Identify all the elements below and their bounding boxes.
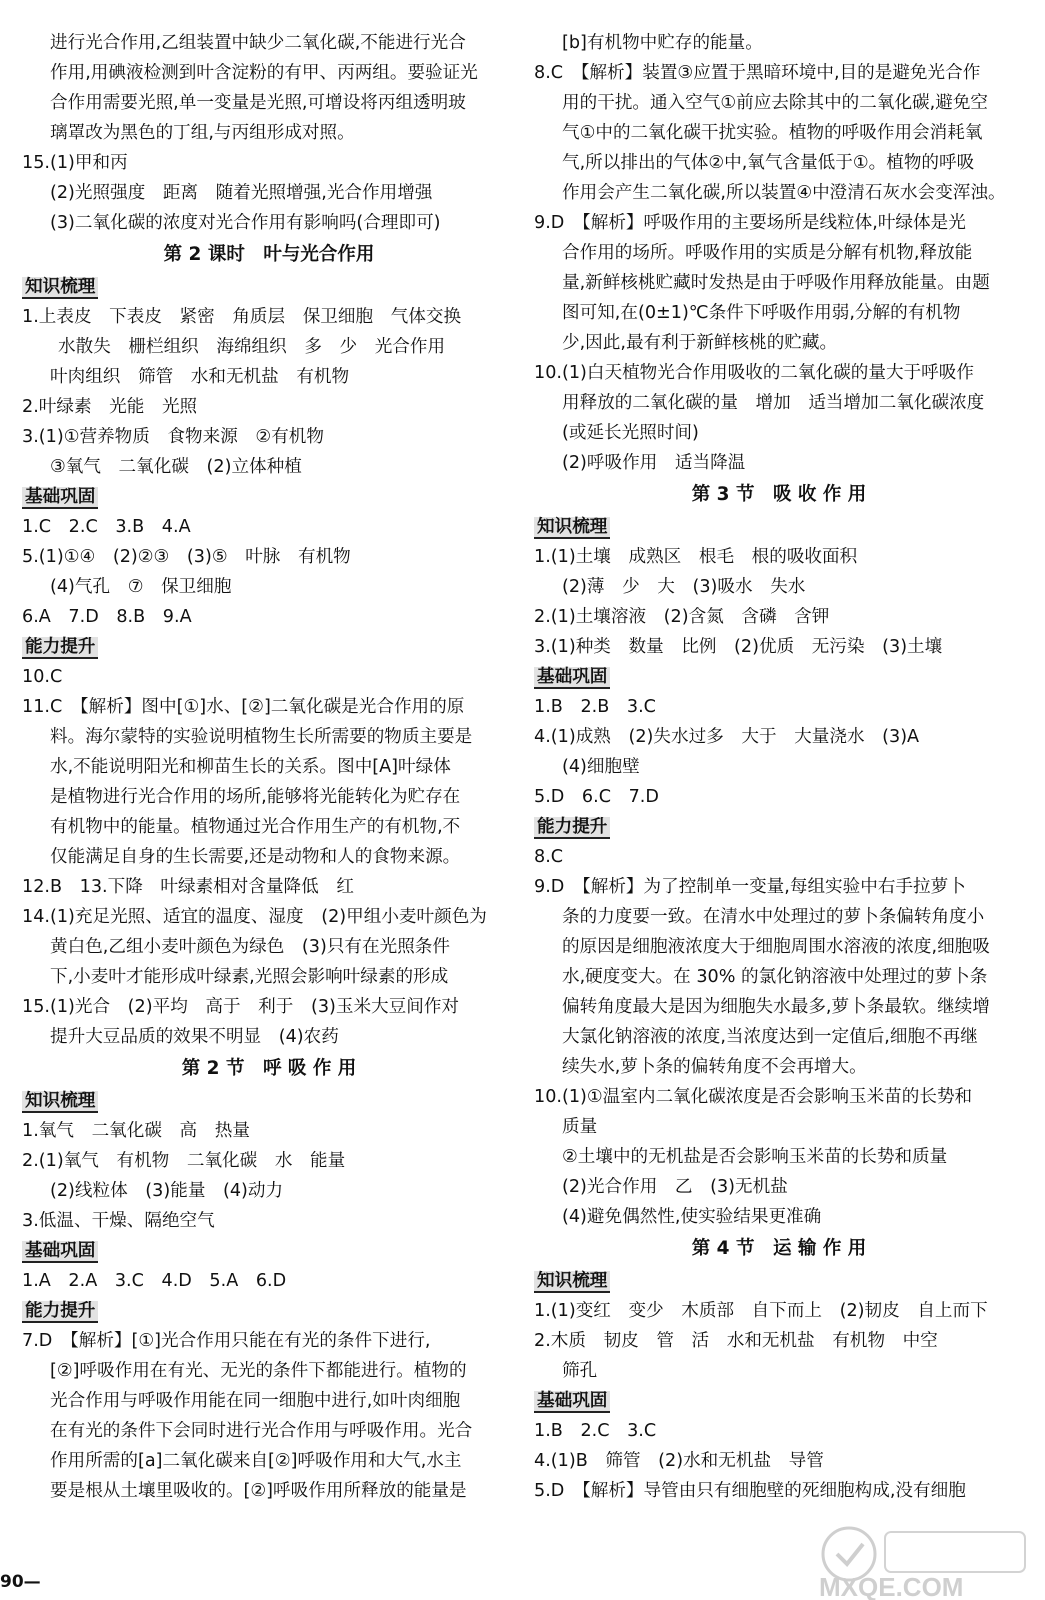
answer-line: 偏转角度最大是因为细胞失水最多,萝卜条最软。继续增 <box>562 997 990 1017</box>
answer-line: 黄白色,乙组小麦叶颜色为绿色 (3)只有在光照条件 <box>50 937 450 957</box>
answer-line: 1.上表皮 下表皮 紧密 角质层 保卫细胞 气体交换 <box>22 307 462 327</box>
subsection-heading-label: 知识梳理 <box>22 1091 98 1113</box>
subsection-heading-label: 基础巩固 <box>534 667 610 689</box>
answer-line: 在有光的条件下会同时进行光合作用与呼吸作用。光合 <box>50 1421 473 1441</box>
subsection-heading-label: 知识梳理 <box>534 517 610 539</box>
answer-line: 少,因此,最有利于新鲜核桃的贮藏。 <box>562 333 838 353</box>
answer-line: 9.D 【解析】为了控制单一变量,每组实验中右手拉萝卜 <box>534 877 966 897</box>
answer-line: ②土壤中的无机盐是否会影响玉米苗的长势和质量 <box>562 1147 948 1167</box>
subsection-heading-label: 基础巩固 <box>22 487 98 509</box>
subsection-heading <box>534 662 1024 692</box>
subsection-heading <box>22 272 516 302</box>
answer-line: 2.叶绿素 光能 光照 <box>22 397 198 417</box>
answer-line: 合作用的场所。呼吸作用的实质是分解有机物,释放能 <box>562 243 973 263</box>
answer-line: 下,小麦叶才能形成叶绿素,光照会影响叶绿素的形成 <box>50 967 449 987</box>
answer-line: 4.(1)成熟 (2)失水过多 大于 大量浇水 (3)A <box>534 727 920 747</box>
section-title: 第 4 节 运 输 作 用 <box>691 1238 867 1259</box>
answer-line: 提升大豆品质的效果不明显 (4)农药 <box>50 1027 339 1047</box>
answer-line: 作用会产生二氧化碳,所以装置④中澄清石灰水会变浑浊。 <box>562 183 1006 203</box>
answer-line: 叶肉组织 筛管 水和无机盐 有机物 <box>50 367 350 387</box>
subsection-heading-label: 基础巩固 <box>22 1241 98 1263</box>
answer-line: 5.(1)①④ (2)②③ (3)⑤ 叶脉 有机物 <box>22 547 351 567</box>
answer-line: 5.D 【解析】导管由只有细胞壁的死细胞构成,没有细胞 <box>534 1481 966 1501</box>
answer-line: 7.D 【解析】[①]光合作用只能在有光的条件下进行, <box>22 1331 431 1351</box>
subsection-heading <box>534 512 1024 542</box>
subsection-heading-label: 知识梳理 <box>534 1271 610 1293</box>
answer-line: (4)细胞壁 <box>562 757 640 777</box>
answer-line: 进行光合作用,乙组装置中缺少二氧化碳,不能进行光合 <box>50 33 466 53</box>
right-column <box>534 28 1024 1506</box>
answer-line: 水,不能说明阳光和柳苗生长的关系。图中[A]叶绿体 <box>50 757 451 777</box>
section-title: 第 2 课时 叶与光合作用 <box>163 244 375 265</box>
answer-line: 续失水,萝卜条的偏转角度不会再增大。 <box>562 1057 867 1077</box>
answer-line: 1.氧气 二氧化碳 高 热量 <box>22 1121 250 1141</box>
answer-line: (3)二氧化碳的浓度对光合作用有影响吗(合理即可) <box>50 213 441 233</box>
subsection-heading <box>534 1386 1024 1416</box>
answer-line: 9.D 【解析】呼吸作用的主要场所是线粒体,叶绿体是光 <box>534 213 966 233</box>
watermark-logo <box>809 1520 1039 1600</box>
subsection-heading <box>534 1266 1024 1296</box>
answer-line: 10.(1)白天植物光合作用吸收的二氧化碳的量大于呼吸作 <box>534 363 974 383</box>
answer-line: 用释放的二氧化碳的量 增加 适当增加二氧化碳浓度 <box>562 393 985 413</box>
answer-line: (2)光照强度 距离 随着光照增强,光合作用增强 <box>50 183 433 203</box>
answer-line: 作用,用碘液检测到叶含淀粉的有甲、丙两组。要验证光 <box>50 63 478 83</box>
answer-line: 作用所需的[a]二氧化碳来自[②]呼吸作用和大气,水主 <box>50 1451 462 1471</box>
answer-line: 光合作用与呼吸作用能在同一细胞中进行,如叶肉细胞 <box>50 1391 461 1411</box>
answer-line: 15.(1)光合 (2)平均 高于 利于 (3)玉米大豆间作对 <box>22 997 460 1017</box>
answer-line: 气,所以排出的气体②中,氧气含量低于①。植物的呼吸 <box>562 153 975 173</box>
subsection-heading-label: 基础巩固 <box>534 1391 610 1413</box>
answer-line: 8.C 【解析】装置③应置于黑暗环境中,目的是避免光合作 <box>534 63 981 83</box>
answer-line: 用的干扰。通入空气①前应去除其中的二氧化碳,避免空 <box>562 93 989 113</box>
answer-line: 1.C 2.C 3.B 4.A <box>22 517 191 537</box>
answer-line: [②]呼吸作用在有光、无光的条件下都能进行。植物的 <box>50 1361 467 1381</box>
answer-line: 筛孔 <box>562 1361 598 1381</box>
answer-line: 1.B 2.C 3.C <box>534 1421 657 1441</box>
subsection-heading-label: 能力提升 <box>22 637 98 659</box>
subsection-heading <box>22 482 516 512</box>
answer-line: 气①中的二氧化碳干扰实验。植物的呼吸作用会消耗氧 <box>562 123 983 143</box>
page-number: 90— <box>0 1572 41 1592</box>
answer-line: 1.B 2.B 3.C <box>534 697 656 717</box>
answer-line: 水散失 栅栏组织 海绵组织 多 少 光合作用 <box>58 337 446 357</box>
answer-line: 质量 <box>562 1117 598 1137</box>
watermark-text: MXQE.COM <box>819 1572 964 1600</box>
answer-line: 大氯化钠溶液的浓度,当浓度达到一定值后,细胞不再继 <box>562 1027 978 1047</box>
answer-line: 仅能满足自身的生长需要,还是动物和人的食物来源。 <box>50 847 461 867</box>
answer-line: [b]有机物中贮存的能量。 <box>562 33 763 53</box>
answer-line: 10.(1)①温室内二氧化碳浓度是否会影响玉米苗的长势和 <box>534 1087 973 1107</box>
answer-line: 4.(1)B 筛管 (2)水和无机盐 导管 <box>534 1451 824 1471</box>
subsection-heading <box>22 1296 516 1326</box>
answer-line: 14.(1)充足光照、适宜的温度、湿度 (2)甲组小麦叶颜色为 <box>22 907 487 927</box>
answer-line: (4)气孔 ⑦ 保卫细胞 <box>50 577 232 597</box>
answer-line: 11.C 【解析】图中[①]水、[②]二氧化碳是光合作用的原 <box>22 697 465 717</box>
subsection-heading-label: 能力提升 <box>22 1301 98 1323</box>
answer-line: 的原因是细胞液浓度大于细胞周围水溶液的浓度,细胞吸 <box>562 937 990 957</box>
answer-line: 1.(1)变红 变少 木质部 自下而上 (2)韧皮 自上而下 <box>534 1301 988 1321</box>
answer-line: 是植物进行光合作用的场所,能够将光能转化为贮存在 <box>50 787 461 807</box>
answer-line: 3.低温、干燥、隔绝空气 <box>22 1211 215 1231</box>
answer-line: 12.B 13.下降 叶绿素相对含量降低 红 <box>22 877 354 897</box>
subsection-heading <box>22 1236 516 1266</box>
answer-line: 8.C <box>534 847 564 867</box>
answer-line: ③氧气 二氧化碳 (2)立体种植 <box>50 457 302 477</box>
answer-line: 6.A 7.D 8.B 9.A <box>22 607 192 627</box>
left-column <box>22 28 516 1506</box>
answer-line: 3.(1)①营养物质 食物来源 ②有机物 <box>22 427 324 447</box>
answer-line: 水,硬度变大。在 30% 的氯化钠溶液中处理过的萝卜条 <box>562 967 988 987</box>
answer-line: 3.(1)种类 数量 比例 (2)优质 无污染 (3)土壤 <box>534 637 943 657</box>
subsection-heading-label: 知识梳理 <box>22 277 98 299</box>
answer-line: 要是根从土壤里吸收的。[②]呼吸作用所释放的能量是 <box>50 1481 467 1501</box>
answer-line: 15.(1)甲和丙 <box>22 153 128 173</box>
answer-line: (2)呼吸作用 适当降温 <box>562 453 746 473</box>
subsection-heading <box>22 632 516 662</box>
answer-line: 2.木质 韧皮 管 活 水和无机盐 有机物 中空 <box>534 1331 938 1351</box>
answer-line: 合作用需要光照,单一变量是光照,可增设将丙组透明玻 <box>50 93 466 113</box>
answer-line: 2.(1)氧气 有机物 二氧化碳 水 能量 <box>22 1151 346 1171</box>
answer-line: 10.C <box>22 667 63 687</box>
section-title: 第 2 节 呼 吸 作 用 <box>181 1058 357 1079</box>
answer-line: 图可知,在(0±1)℃条件下呼吸作用弱,分解的有机物 <box>562 303 961 323</box>
answer-line: 璃罩改为黑色的丁组,与丙组形成对照。 <box>50 123 355 143</box>
answer-line: (4)避免偶然性,使实验结果更准确 <box>562 1207 822 1227</box>
answer-line: (2)线粒体 (3)能量 (4)动力 <box>50 1181 284 1201</box>
answer-line: 有机物中的能量。植物通过光合作用生产的有机物,不 <box>50 817 461 837</box>
answer-line: 5.D 6.C 7.D <box>534 787 659 807</box>
answer-line: (2)薄 少 大 (3)吸水 失水 <box>562 577 806 597</box>
answer-line: 条的力度要一致。在清水中处理过的萝卜条偏转角度小 <box>562 907 985 927</box>
answer-line: (或延长光照时间) <box>562 423 699 443</box>
subsection-heading <box>22 1086 516 1116</box>
answer-line: 料。海尔蒙特的实验说明植物生长所需要的物质主要是 <box>50 727 473 747</box>
answer-line: 1.(1)土壤 成熟区 根毛 根的吸收面积 <box>534 547 858 567</box>
answer-line: 量,新鲜核桃贮藏时发热是由于呼吸作用释放能量。由题 <box>562 273 990 293</box>
subsection-heading <box>534 812 1024 842</box>
answer-line: 1.A 2.A 3.C 4.D 5.A 6.D <box>22 1271 287 1291</box>
section-title: 第 3 节 吸 收 作 用 <box>691 484 867 505</box>
answer-line: (2)光合作用 乙 (3)无机盐 <box>562 1177 788 1197</box>
subsection-heading-label: 能力提升 <box>534 817 610 839</box>
answer-line: 2.(1)土壤溶液 (2)含氮 含磷 含钾 <box>534 607 830 627</box>
